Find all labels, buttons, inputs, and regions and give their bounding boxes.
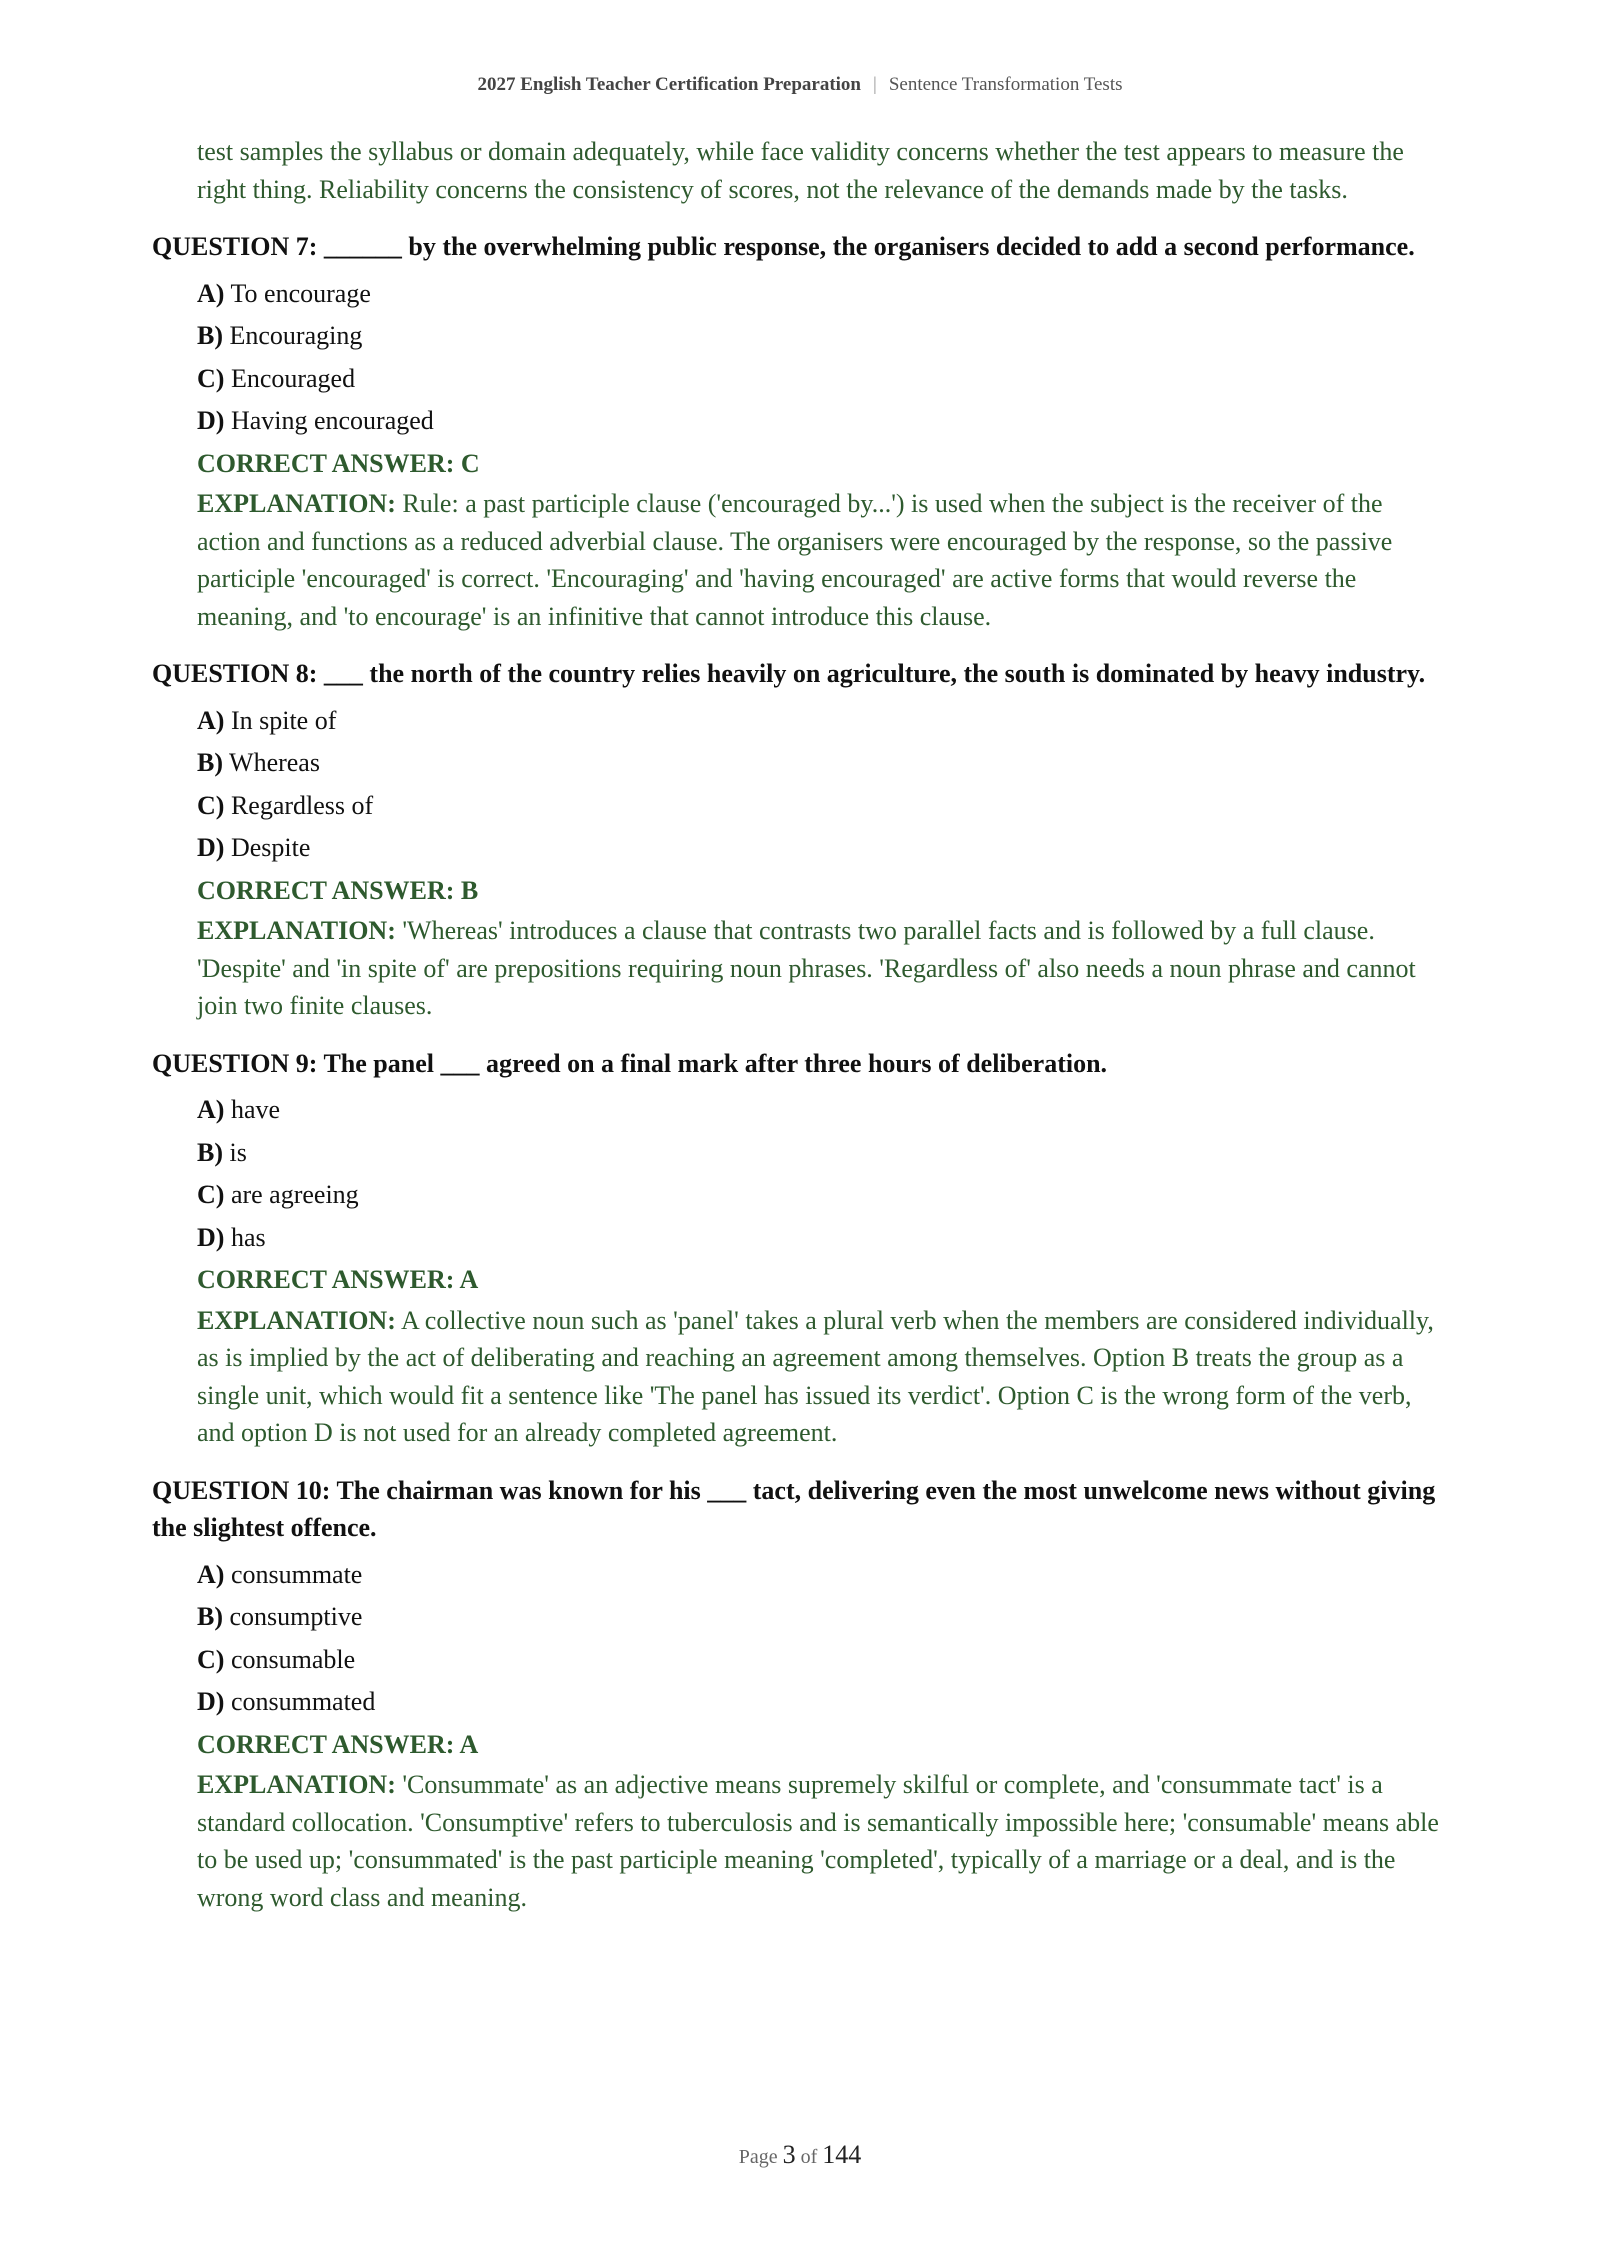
- page-header: [0, 74, 1600, 96]
- option-text: Encouraged: [230, 363, 356, 393]
- option-letter: B): [197, 748, 223, 777]
- correct-answer: CORRECT ANSWER: B: [197, 875, 479, 905]
- option-letter: C): [197, 363, 225, 393]
- page-content: [152, 133, 1452, 1936]
- header-subtitle: Sentence Transformation Tests: [888, 74, 1123, 95]
- explanation: [197, 912, 1452, 1025]
- option-letter: D): [197, 1687, 225, 1716]
- option-c: [197, 785, 1452, 828]
- option-text: consumable: [230, 1644, 356, 1674]
- option-text: consumptive: [229, 1602, 363, 1631]
- explanation-label: EXPLANATION:: [197, 916, 396, 945]
- of-word: of: [800, 2146, 818, 2168]
- option-b: [197, 1132, 1452, 1175]
- question-block: [152, 1045, 1452, 1452]
- correct-answer: CORRECT ANSWER: A: [197, 1265, 479, 1294]
- explanation: [197, 485, 1452, 635]
- option-text: In spite of: [230, 705, 337, 735]
- explanation-text: 'Whereas' introduces a clause that contrasts two parallel facts and is followed by a full clause. 'Despite' and 'in spite of' are prepositions requiring noun phrases. 'Regardless of' also needs a noun phrase and cannot join two finite clauses.: [197, 916, 1416, 1020]
- explanation-label: EXPLANATION:: [197, 489, 396, 518]
- question-title: QUESTION 9: The panel ___ agreed on a final mark after three hours of deliberation.: [152, 1048, 1108, 1078]
- option-c: [197, 1639, 1452, 1682]
- page-footer: [0, 2140, 1600, 2170]
- option-text: are agreeing: [230, 1180, 359, 1209]
- question-block: [152, 655, 1452, 1025]
- question-title: QUESTION 7: ______ by the overwhelming public response, the organisers decided to add a second performance.: [152, 232, 1415, 261]
- option-letter: A): [197, 1559, 225, 1589]
- option-text: have: [230, 1095, 281, 1124]
- question-title: QUESTION 10: The chairman was known for his ___ tact, delivering even the most unwelcome news without giving the slightest offence.: [152, 1475, 1436, 1542]
- explanation: [197, 1302, 1452, 1452]
- option-text: consummated: [230, 1687, 376, 1716]
- question-title: QUESTION 8: ___ the north of the country relies heavily on agriculture, the south is dominated by heavy industry.: [152, 659, 1426, 688]
- header-separator: |: [873, 74, 877, 95]
- header-title: 2027 English Teacher Certification Preparation: [477, 74, 861, 95]
- option-d: [197, 827, 1452, 870]
- page-word: Page: [738, 2146, 778, 2168]
- option-b: [197, 742, 1452, 785]
- explanation-label: EXPLANATION:: [197, 1305, 396, 1335]
- question-block: [152, 1472, 1452, 1917]
- option-a: [197, 1554, 1452, 1597]
- option-letter: D): [197, 1222, 225, 1252]
- option-c: [197, 1174, 1452, 1217]
- option-text: Having encouraged: [230, 406, 434, 435]
- option-letter: D): [197, 833, 225, 862]
- option-text: Regardless of: [230, 790, 374, 820]
- correct-answer: CORRECT ANSWER: A: [197, 1729, 479, 1759]
- explanation-text: Rule: a past participle clause ('encouraged by...') is used when the subject is the receiver of the action and functions as a reduced adverbial clause. The organisers were encouraged by the response, so the passive participle 'encouraged' is correct. 'Encouraging' and 'having encouraged' are active forms that would reverse the meaning, and 'to encourage' is an infinitive that cannot introduce this clause.: [197, 489, 1393, 631]
- option-a: [197, 273, 1452, 316]
- option-letter: B): [197, 321, 223, 350]
- correct-answer: CORRECT ANSWER: C: [197, 448, 480, 478]
- explanation-text: A collective noun such as 'panel' takes a plural verb when the members are considered individually, as is implied by the act of deliberating and reaching an agreement among themselves. Option B treats the group as a single unit, which would fit a sentence like 'The panel has issued its verdict'. Option C is the wrong form of the verb, and option D is not used for an already completed agreement.: [197, 1305, 1434, 1447]
- option-text: Encouraging: [229, 321, 363, 350]
- option-d: [197, 1217, 1452, 1260]
- page-number: 3: [782, 2140, 796, 2169]
- carryover-paragraph: test samples the syllabus or domain adequately, while face validity concerns whether the test appears to measure the right thing. Reliability concerns the consistency of scores, not the relevance of the demands made by the tasks.: [197, 137, 1404, 204]
- option-a: [197, 700, 1452, 743]
- option-text: consummate: [230, 1559, 363, 1589]
- option-letter: C): [197, 1644, 225, 1674]
- option-b: [197, 315, 1452, 358]
- option-d: [197, 1681, 1452, 1724]
- option-d: [197, 400, 1452, 443]
- option-letter: B): [197, 1137, 223, 1167]
- option-letter: D): [197, 406, 225, 435]
- option-letter: C): [197, 790, 225, 820]
- option-b: [197, 1596, 1452, 1639]
- option-letter: A): [197, 1095, 225, 1124]
- option-a: [197, 1089, 1452, 1132]
- option-text: Whereas: [229, 748, 320, 777]
- question-block: [152, 228, 1452, 635]
- option-letter: A): [197, 278, 225, 308]
- option-text: has: [230, 1222, 266, 1252]
- option-c: [197, 358, 1452, 401]
- option-letter: C): [197, 1180, 225, 1209]
- option-text: is: [229, 1137, 247, 1167]
- explanation: [197, 1766, 1452, 1916]
- option-letter: A): [197, 705, 225, 735]
- explanation-label: EXPLANATION:: [197, 1770, 396, 1799]
- total-pages: 144: [822, 2140, 862, 2169]
- option-text: Despite: [230, 833, 311, 862]
- option-text: To encourage: [230, 278, 371, 308]
- option-letter: B): [197, 1602, 223, 1631]
- explanation-text: 'Consummate' as an adjective means supremely skilful or complete, and 'consummate tact' is a standard collocation. 'Consumptive' refers to tuberculosis and is semantically impossible here; 'consumable' means able to be used up; 'consummated' is the past participle meaning 'completed', typically of a marriage or a deal, and is the wrong word class and meaning.: [197, 1770, 1439, 1912]
